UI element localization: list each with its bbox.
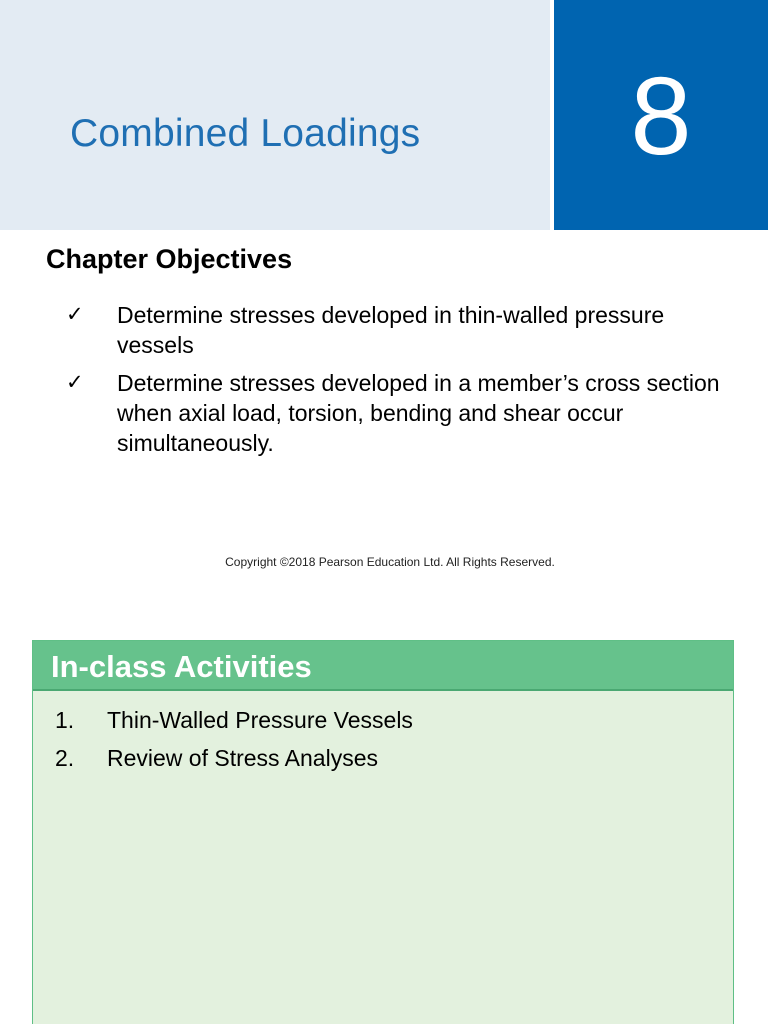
activity-item — [33, 707, 733, 745]
objective-item — [0, 300, 768, 360]
activity-number: 2. — [55, 745, 75, 771]
checkmark-icon: ✓ — [66, 370, 84, 394]
copyright-notice: Copyright ©2018 Pearson Education Ltd. All Rights Reserved. — [225, 555, 555, 569]
activities-header — [33, 641, 733, 691]
objectives-list — [0, 300, 768, 466]
chapter-number-box — [554, 0, 768, 230]
objective-text: Determine stresses developed in a member’s cross section when axial load, torsion, bending and shear occur simultaneously. — [117, 370, 720, 456]
activity-label: Thin-Walled Pressure Vessels — [107, 707, 413, 733]
header-band — [0, 0, 550, 230]
chapter-number: 8 — [630, 55, 692, 178]
objective-text: Determine stresses developed in thin-walled pressure vessels — [117, 302, 665, 358]
activities-title: In-class Activities — [51, 649, 312, 684]
activity-label: Review of Stress Analyses — [107, 745, 379, 771]
activity-number: 1. — [55, 707, 75, 733]
checkmark-icon: ✓ — [66, 302, 84, 326]
objectives-heading: Chapter Objectives — [46, 244, 293, 274]
chapter-title: Combined Loadings — [70, 112, 421, 155]
activity-item — [33, 745, 733, 783]
activities-panel — [32, 640, 734, 1024]
activities-list — [33, 707, 733, 783]
objective-item — [0, 368, 768, 458]
